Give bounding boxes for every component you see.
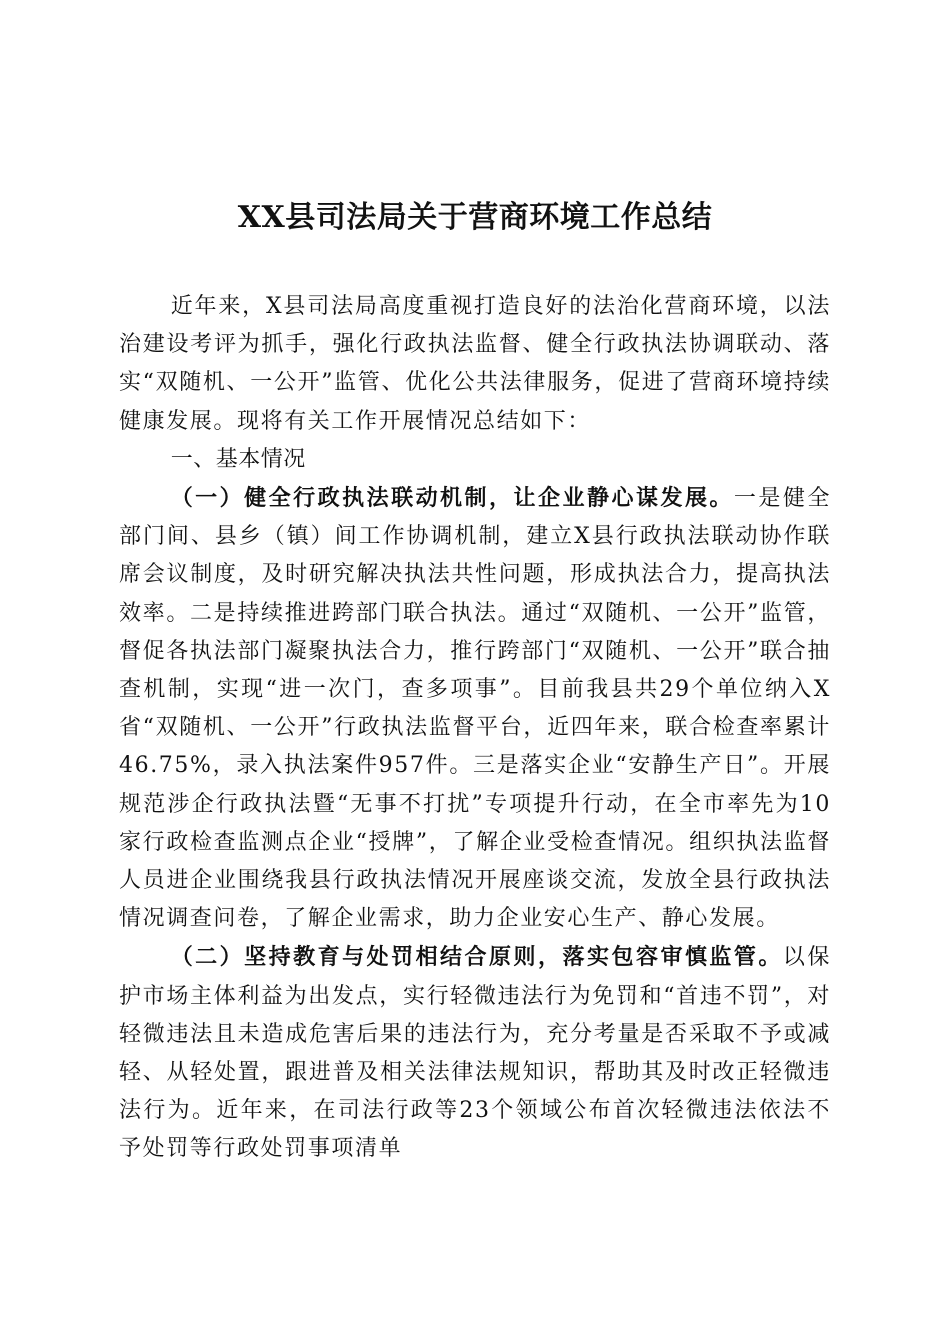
subsection-2-text: 以保护市场主体利益为出发点，实行轻微违法行为免罚和“首违不罚”，对轻微违法且未造成危害后果的违法行为，充分考量是否采取不予或减轻、从轻处置，跟进普及相关法律法规知识，帮助其及时改正轻微违法行为。近年来，在司法行政等23个领域公布首次轻微违法依法不予处罚等行政处罚事项清单: [119, 945, 831, 1162]
document-body: [119, 288, 831, 1169]
subsection-2-lead: （二）坚持教育与处罚相结合原则，落实包容审慎监管。: [170, 944, 783, 971]
subsection-1-text: 一是健全部门间、县乡（镇）间工作协调机制，建立X县行政执法联动协作联席会议制度，及时研究解决执法共性问题，形成执法合力，提高执法效率。二是持续推进跨部门联合执法。通过“双随机、一公开”监管，督促各执法部门凝聚执法合力，推行跨部门“双随机、一公开”联合抽查机制，实现“进一次门，查多项事”。目前我县共29个单位纳入X省“双随机、一公开”行政执法监督平台，近四年来，联合检查率累计46.75%，录入执法案件957件。三是落实企业“安静生产日”。开展规范涉企行政执法暨“无事不打扰”专项提升行动，在全市率先为10家行政检查监测点企业“授牌”，了解企业受检查情况。组织执法监督人员进企业围绕我县行政执法情况开展座谈交流，发放全县行政执法情况调查问卷，了解企业需求，助力企业安心生产、静心发展。: [119, 486, 831, 932]
subsection-1-lead: （一）健全行政执法联动机制，让企业静心谋发展。: [170, 485, 734, 512]
intro-paragraph: 近年来，X县司法局高度重视打造良好的法治化营商环境，以法治建设考评为抓手，强化行政执法监督、健全行政执法协调联动、落实“双随机、一公开”监管、优化公共法律服务，促进了营商环境持续健康发展。现将有关工作开展情况总结如下：: [119, 294, 831, 434]
document-title: XX县司法局关于营商环境工作总结: [237, 200, 713, 235]
section-heading-basic-situation: 一、基本情况: [170, 446, 306, 472]
subsection-1-paragraph: [119, 479, 831, 938]
subsection-2-paragraph: [119, 938, 831, 1168]
